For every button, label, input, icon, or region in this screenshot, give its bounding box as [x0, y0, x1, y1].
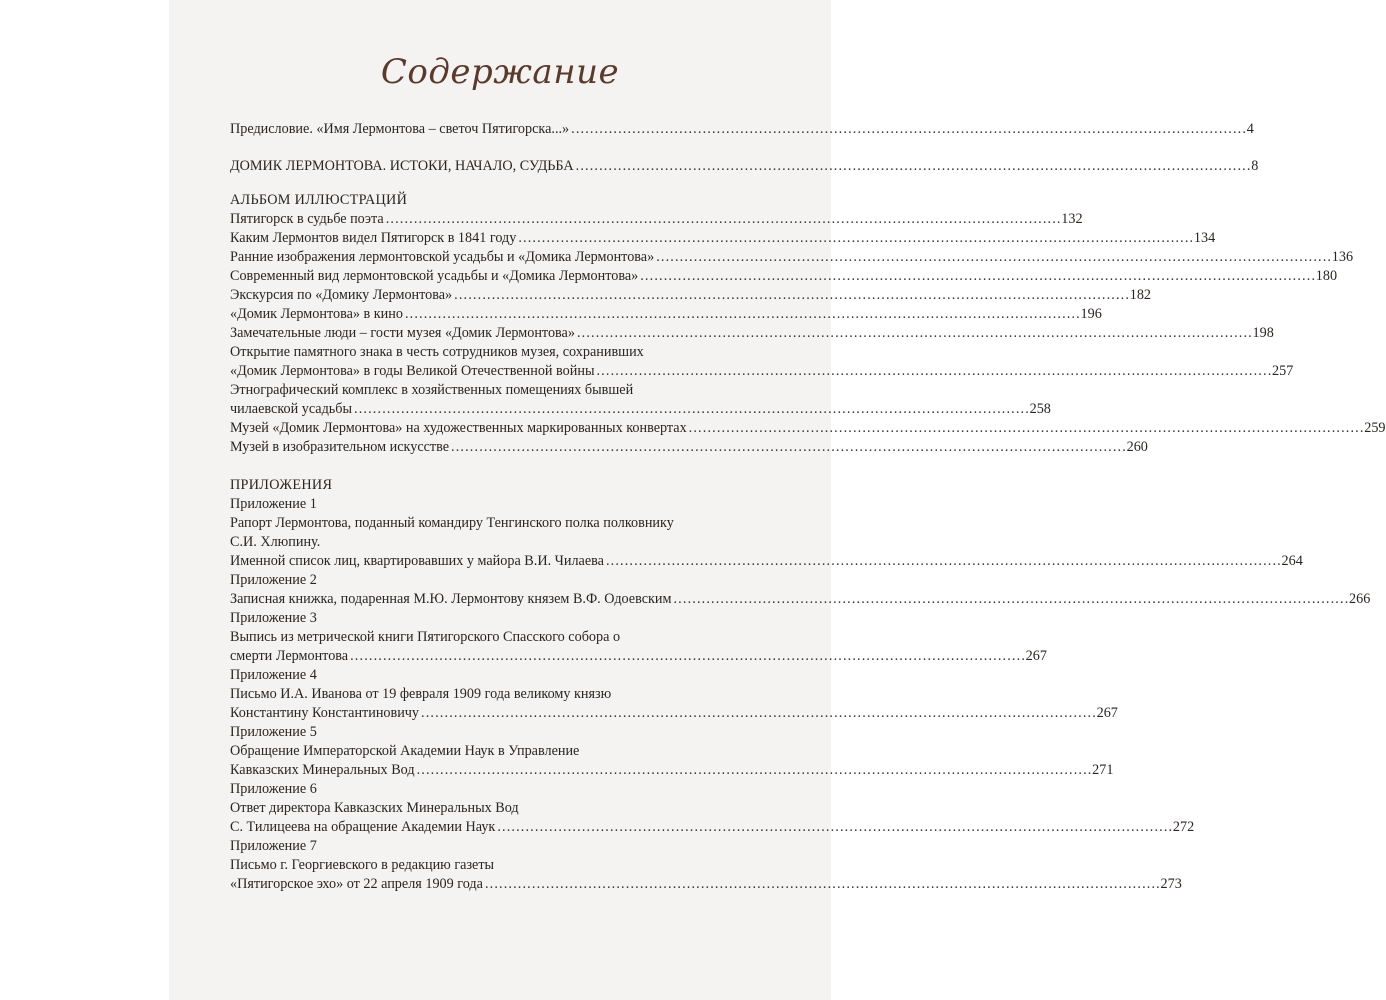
toc-entry: [230, 438, 1148, 457]
table-of-contents: [230, 120, 1386, 894]
toc-entry-page: 267: [1096, 705, 1118, 721]
dot-leader: [576, 157, 1250, 176]
toc-entry-page: 4: [1246, 121, 1254, 137]
toc-entry-title: Константину Константиновичу: [230, 705, 420, 721]
toc-entry-page: 182: [1129, 287, 1151, 303]
toc-entry-title: Записная книжка, подаренная М.Ю. Лермонтову князем В.Ф. Одоевским: [230, 591, 672, 607]
dot-leader: [421, 704, 1095, 723]
dot-leader: [640, 267, 1314, 286]
dot-leader: [577, 324, 1251, 343]
toc-entry-page: 267: [1025, 648, 1047, 664]
toc-entry-page: 258: [1029, 401, 1051, 417]
toc-entry-title: чилаевской усадьбы: [230, 401, 353, 417]
appendix-label: Приложение 4: [230, 667, 317, 683]
toc-entry-title: Замечательные люди – гости музея «Домик Лермонтова»: [230, 325, 575, 341]
appendix-label: Приложение 7: [230, 838, 317, 854]
toc-entry: [230, 210, 1083, 229]
dot-leader: [451, 438, 1125, 457]
toc-entry: [230, 419, 1386, 438]
dot-leader: [571, 120, 1245, 139]
toc-entry-page: 8: [1251, 158, 1259, 174]
toc-entry-title: Музей «Домик Лермонтова» на художественных маркированных конвертах: [230, 420, 687, 436]
toc-entry-title: Ранние изображения лермонтовской усадьбы и «Домика Лермонтова»: [230, 249, 655, 265]
toc-entry: [230, 305, 1102, 324]
toc-entry-page: 198: [1252, 325, 1274, 341]
toc-entry-title: Экскурсия по «Домику Лермонтова»: [230, 287, 453, 303]
toc-entry: [230, 400, 1051, 419]
dot-leader: [656, 248, 1330, 267]
toc-entry: [230, 229, 1216, 248]
toc-entry-title: «Домик Лермонтова» в годы Великой Отечественной войны: [230, 363, 595, 379]
appendix-label: Приложение 3: [230, 610, 317, 626]
toc-entry-title: Именной список лиц, квартировавших у майора В.И. Чилаева: [230, 553, 604, 569]
toc-entry-page: 272: [1172, 819, 1195, 835]
toc-entry-title: ДОМИК ЛЕРМОНТОВА. ИСТОКИ, НАЧАЛО, СУДЬБА: [230, 158, 574, 174]
toc-entry: [230, 248, 1354, 267]
dot-leader: [497, 818, 1171, 837]
toc-entry-title: Кавказских Минеральных Вод: [230, 762, 415, 778]
toc-entry-line: Обращение Императорской Академии Наук в Управление: [230, 743, 580, 759]
dot-leader: [596, 362, 1270, 381]
toc-entry: [230, 647, 1047, 666]
toc-entry-title: С. Тилицеева на обращение Академии Наук: [230, 819, 496, 835]
toc-entry: [230, 286, 1151, 305]
toc-entry-page: 273: [1160, 876, 1182, 892]
toc-entry-page: 180: [1315, 268, 1338, 284]
toc-entry-line: Письмо И.А. Иванова от 19 февраля 1909 года великому князю: [230, 686, 612, 702]
toc-entry-title: Пятигорск в судьбе поэта: [230, 211, 384, 227]
toc-entry: [230, 324, 1274, 343]
toc-entry: [230, 590, 1371, 609]
section-heading-album: АЛЬБОМ ИЛЛЮСТРАЦИЙ: [230, 192, 408, 208]
toc-entry-line: Рапорт Лермонтова, поданный командиру Тенгинского полка полковнику: [230, 515, 674, 531]
toc-entry-page: 260: [1126, 439, 1148, 455]
toc-entry-page: 259: [1364, 420, 1386, 436]
toc-entry-line: Ответ директора Кавказских Минеральных Вод: [230, 800, 519, 816]
toc-entry-page: 266: [1349, 591, 1371, 607]
toc-entry-line: Этнографический комплекс в хозяйственных помещениях бывшей: [230, 382, 634, 398]
dot-leader: [518, 229, 1192, 248]
dot-leader: [354, 400, 1028, 419]
toc-entry-title: «Домик Лермонтова» в кино: [230, 306, 403, 322]
toc-entry-page: 271: [1092, 762, 1114, 778]
toc-entry: [230, 267, 1338, 286]
toc-entry-part1: [230, 157, 1259, 176]
dot-leader: [386, 210, 1060, 229]
toc-entry-page: 257: [1272, 363, 1294, 379]
dot-leader: [673, 590, 1347, 609]
appendix-label: Приложение 1: [230, 496, 317, 512]
toc-entry-title: Предисловие. «Имя Лермонтова – светоч Пятигорска...»: [230, 121, 570, 137]
dot-leader: [689, 419, 1363, 438]
section-heading-appendices: ПРИЛОЖЕНИЯ: [230, 477, 333, 493]
toc-entry-page: 196: [1080, 306, 1102, 322]
toc-entry-page: 264: [1281, 553, 1303, 569]
toc-entry-title: Современный вид лермонтовской усадьбы и «Домика Лермонтова»: [230, 268, 639, 284]
dot-leader: [485, 875, 1159, 894]
toc-entry: [230, 362, 1294, 381]
page-title: Содержание: [380, 52, 620, 92]
toc-entry: [230, 552, 1303, 571]
appendix-label: Приложение 6: [230, 781, 317, 797]
toc-entry-line: С.И. Хлюпину.: [230, 534, 321, 550]
toc-entry-page: 132: [1061, 211, 1083, 227]
toc-entry-page: 136: [1331, 249, 1354, 265]
dot-leader: [350, 647, 1024, 666]
dot-leader: [405, 305, 1079, 324]
toc-entry-title: Музей в изобразительном искусстве: [230, 439, 450, 455]
toc-entry-line: Выпись из метрической книги Пятигорского Спасского собора о: [230, 629, 621, 645]
toc-entry: [230, 875, 1182, 894]
toc-entry-page: 134: [1193, 230, 1216, 246]
dot-leader: [606, 552, 1280, 571]
toc-entry: [230, 818, 1195, 837]
appendix-label: Приложение 5: [230, 724, 317, 740]
toc-entry-line: Письмо г. Георгиевского в редакцию газеты: [230, 857, 495, 873]
toc-entry-title: «Пятигорское эхо» от 22 апреля 1909 года: [230, 876, 483, 892]
dot-leader: [454, 286, 1128, 305]
dot-leader: [417, 761, 1091, 780]
toc-entry-title: Каким Лермонтов видел Пятигорск в 1841 году: [230, 230, 517, 246]
toc-entry: [230, 761, 1114, 780]
toc-entry-line: Открытие памятного знака в честь сотрудников музея, сохранивших: [230, 344, 644, 360]
toc-entry-title: смерти Лермонтова: [230, 648, 349, 664]
toc-entry-preface: [230, 120, 1254, 139]
toc-entry: [230, 704, 1118, 723]
appendix-label: Приложение 2: [230, 572, 317, 588]
